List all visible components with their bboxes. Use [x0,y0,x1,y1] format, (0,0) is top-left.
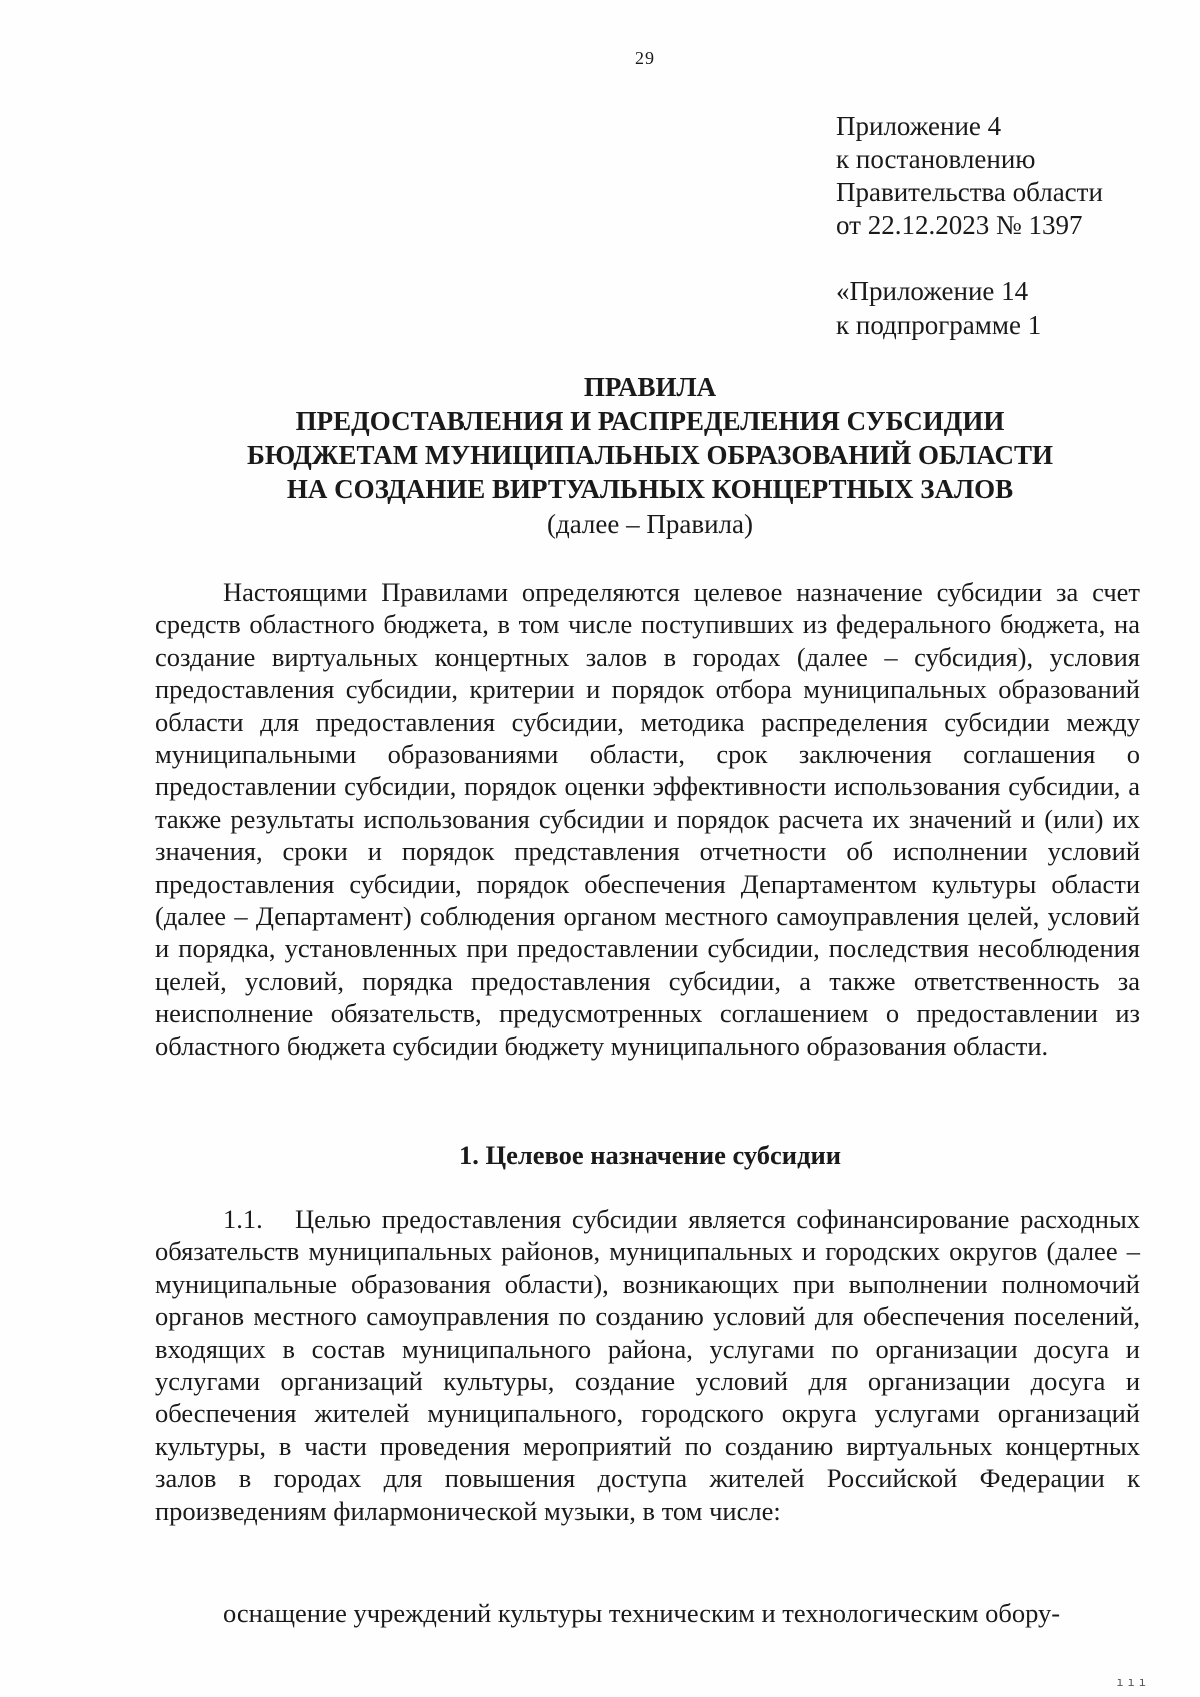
attachment-line: от 22.12.2023 № 1397 [836,210,1083,240]
title-line: ПРАВИЛА [583,372,717,402]
attachment-line: к постановлению [836,144,1036,174]
attachment-line: Приложение 4 [836,111,1002,141]
inner-attachment-line: к подпрограмме 1 [836,310,1042,340]
section-heading: 1. Целевое назначение субсидии [458,1140,842,1170]
inner-attachment-line: «Приложение 14 [836,276,1029,306]
title-line: БЮДЖЕТАМ МУНИЦИПАЛЬНЫХ ОБРАЗОВАНИЙ ОБЛАСТИ [247,440,1053,470]
continuation-paragraph: оснащение учреждений культуры техническим и технологическим обору- [223,1598,1061,1628]
scan-mark: ııı [1116,1675,1150,1689]
clause-paragraph [155,1203,1140,1527]
clause-number: 1.1. [223,1204,263,1234]
page-number: 29 [635,48,655,68]
intro-paragraph: Настоящими Правилами определяются целевое назначение субсидии за счет средств областного бюджета, в том числе поступивших из федерального бюджета, на создание виртуальных концертных залов в городах (далее – субсидия), условия предоставления субсидии, критерии и порядок отбора муниципальных образований области для предоставления субсидии, методика распределения субсидии между муниципальными образованиями области, срок заключения соглашения о предоставлении субсидии, порядок оценки эффективности использования субсидии, а также результаты использования субсидии и порядок расчета их значений и (или) их значения, сроки и порядок представления отчетности об исполнении условий предоставления субсидии, порядок обеспечения Департаментом культуры области (далее – Департамент) соблюдения органом местного самоуправления целей, условий и порядка, установленных при предоставлении субсидии, последствия несоблюдения целей, условий, порядка предоставления субсидии, а также ответственность за неисполнение обязательств, предусмотренных соглашением о предоставлении из областного бюджета субсидии бюджету муниципального образования области. [155,577,1140,1061]
inner-attachment-note [836,274,1041,342]
attachment-line: Правительства области [836,177,1103,207]
title-subtitle: (далее – Правила) [546,509,754,539]
title-line: ПРЕДОСТАВЛЕНИЯ И РАСПРЕДЕЛЕНИЯ СУБСИДИИ [295,406,1005,436]
title-line: НА СОЗДАНИЕ ВИРТУАЛЬНЫХ КОНЦЕРТНЫХ ЗАЛОВ [286,474,1014,504]
attachment-note [836,110,1103,242]
clause-text: Целью предоставления субсидии является софинансирование расходных обязательств муниципальных районов, муниципальных и городских округов (далее – муниципальные образования области), возникающих при выполнении полномочий органов местного самоуправления по созданию условий для обеспечения поселений, входящих в состав муниципального района, услугами по организации досуга и услугами организаций культуры, создание условий для организации досуга и обеспечения жителей муниципального, городского округа услугами организаций культуры, в части проведения мероприятий по созданию виртуальных концертных залов в городах для повышения доступа жителей Российской Федерации к произведениям филармонической музыки, в том числе: [155,1204,1141,1526]
document-title [150,370,1150,542]
